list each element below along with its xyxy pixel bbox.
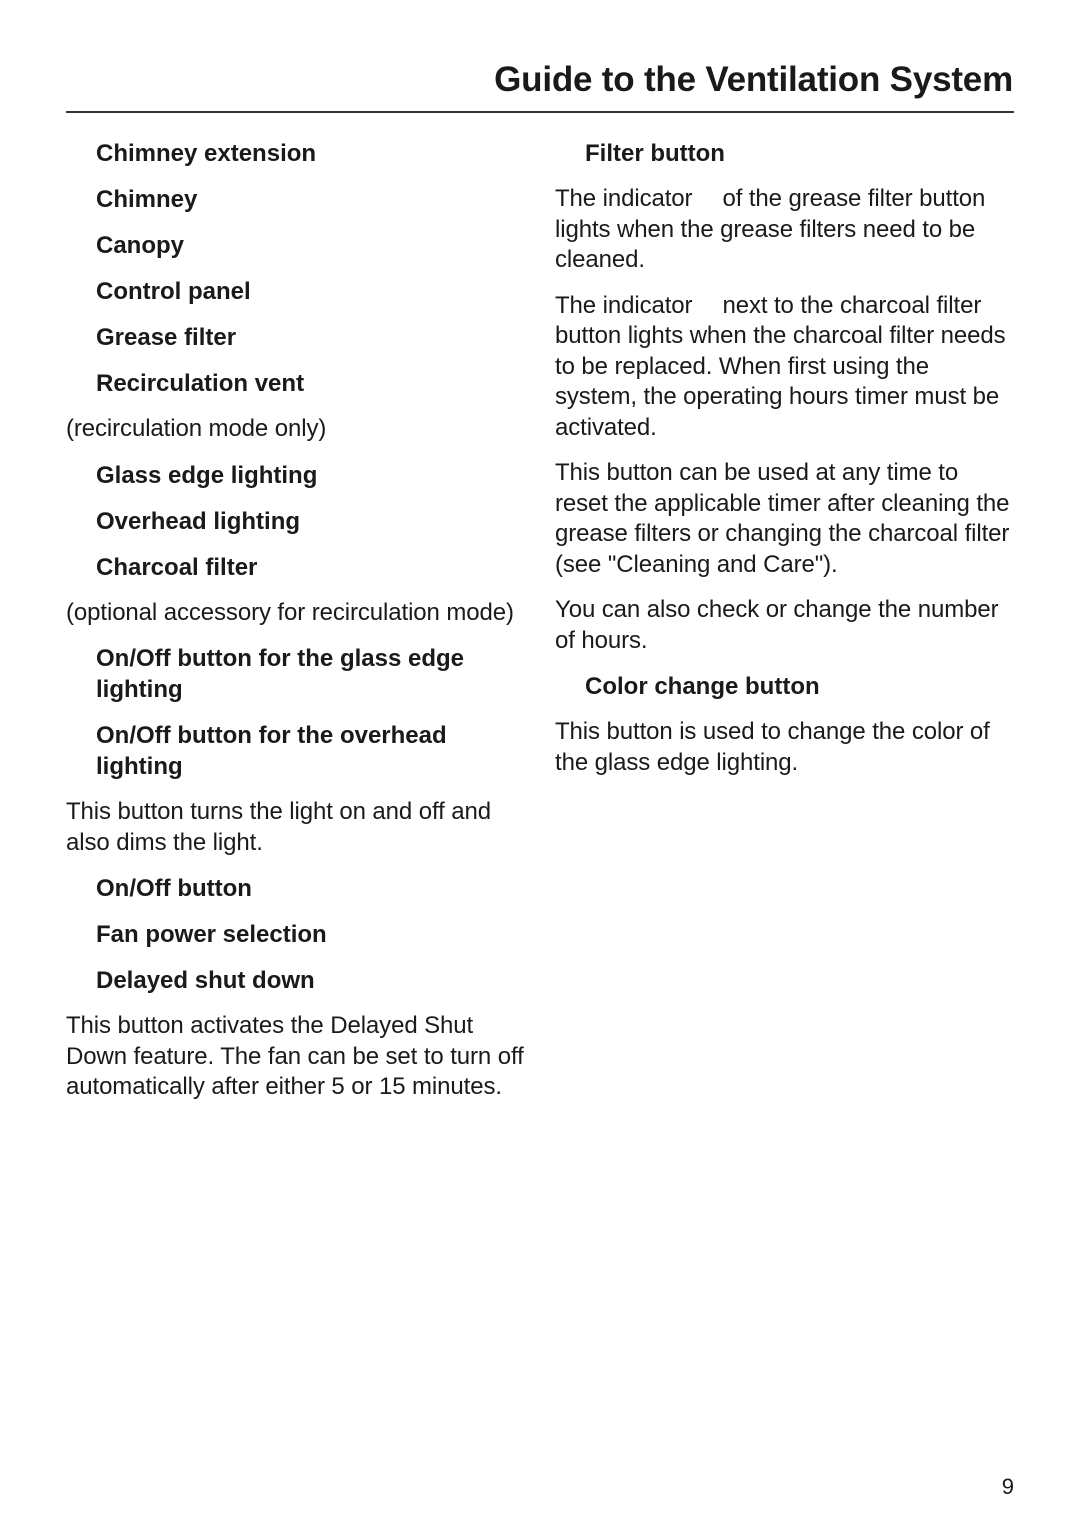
item-heading-glass-edge-onoff: On/Off button for the glass edge lighting <box>96 645 464 703</box>
header-rule <box>66 111 1014 113</box>
grease-indicator-paragraph <box>555 184 1017 276</box>
right-column <box>555 138 1017 793</box>
delayed-shutdown-description: This button activates the Delayed Shut Down feature. The fan can be set to turn off automatically after either 5 or 15 minutes. <box>66 1012 524 1100</box>
charcoal-filter-note: (optional accessory for recirculation mode) <box>66 598 514 626</box>
page-title: Guide to the Ventilation System <box>494 60 1013 99</box>
item-heading-charcoal-filter: Charcoal filter <box>96 553 258 581</box>
color-change-button-heading: Color change button <box>585 673 820 700</box>
item-heading-glass-edge-lighting: Glass edge lighting <box>96 461 318 489</box>
item-heading-control-panel: Control panel <box>96 278 251 305</box>
page-number: 9 <box>1001 1474 1014 1499</box>
charcoal-indicator-text-start: The indicator <box>555 291 693 319</box>
item-heading-fan-power: Fan power selection <box>96 921 327 948</box>
left-column <box>66 138 528 1118</box>
item-heading-chimney: Chimney <box>96 186 198 213</box>
recirculation-vent-note: (recirculation mode only) <box>66 415 327 442</box>
grease-indicator-text-start: The indicator <box>555 185 693 212</box>
item-heading-grease-filter: Grease filter <box>96 324 237 351</box>
color-change-paragraph: This button is used to change the color of the glass edge lighting. <box>555 718 990 776</box>
item-heading-recirculation-vent: Recirculation vent <box>96 370 305 397</box>
timer-reset-paragraph: This button can be used at any time to reset the applicable timer after cleaning the grease filters or changing the charcoal filter (see "Cleaning and Care"). <box>555 459 1010 578</box>
item-heading-overhead-lighting: Overhead lighting <box>96 507 301 535</box>
item-heading-delayed-shutdown: Delayed shut down <box>96 967 315 994</box>
charcoal-indicator-text-end: next to the charcoal filter button lights when the charcoal filter needs to be replaced. When first using the system, the operating hours timer must be activated. <box>555 291 1006 441</box>
overhead-onoff-description: This button turns the light on and off and also dims the light. <box>66 798 491 856</box>
hours-paragraph: You can also check or change the number of hours. <box>555 596 999 654</box>
item-heading-overhead-onoff: On/Off button for the overhead lighting <box>96 722 447 780</box>
charcoal-indicator-paragraph <box>555 291 1017 444</box>
item-heading-chimney-extension: Chimney extension <box>96 140 317 167</box>
grease-indicator-text-end: of the grease filter button lights when the grease filters need to be cleaned. <box>555 185 986 273</box>
item-heading-onoff-button: On/Off button <box>96 875 252 902</box>
item-heading-canopy: Canopy <box>96 232 185 259</box>
filter-button-heading: Filter button <box>585 140 725 167</box>
